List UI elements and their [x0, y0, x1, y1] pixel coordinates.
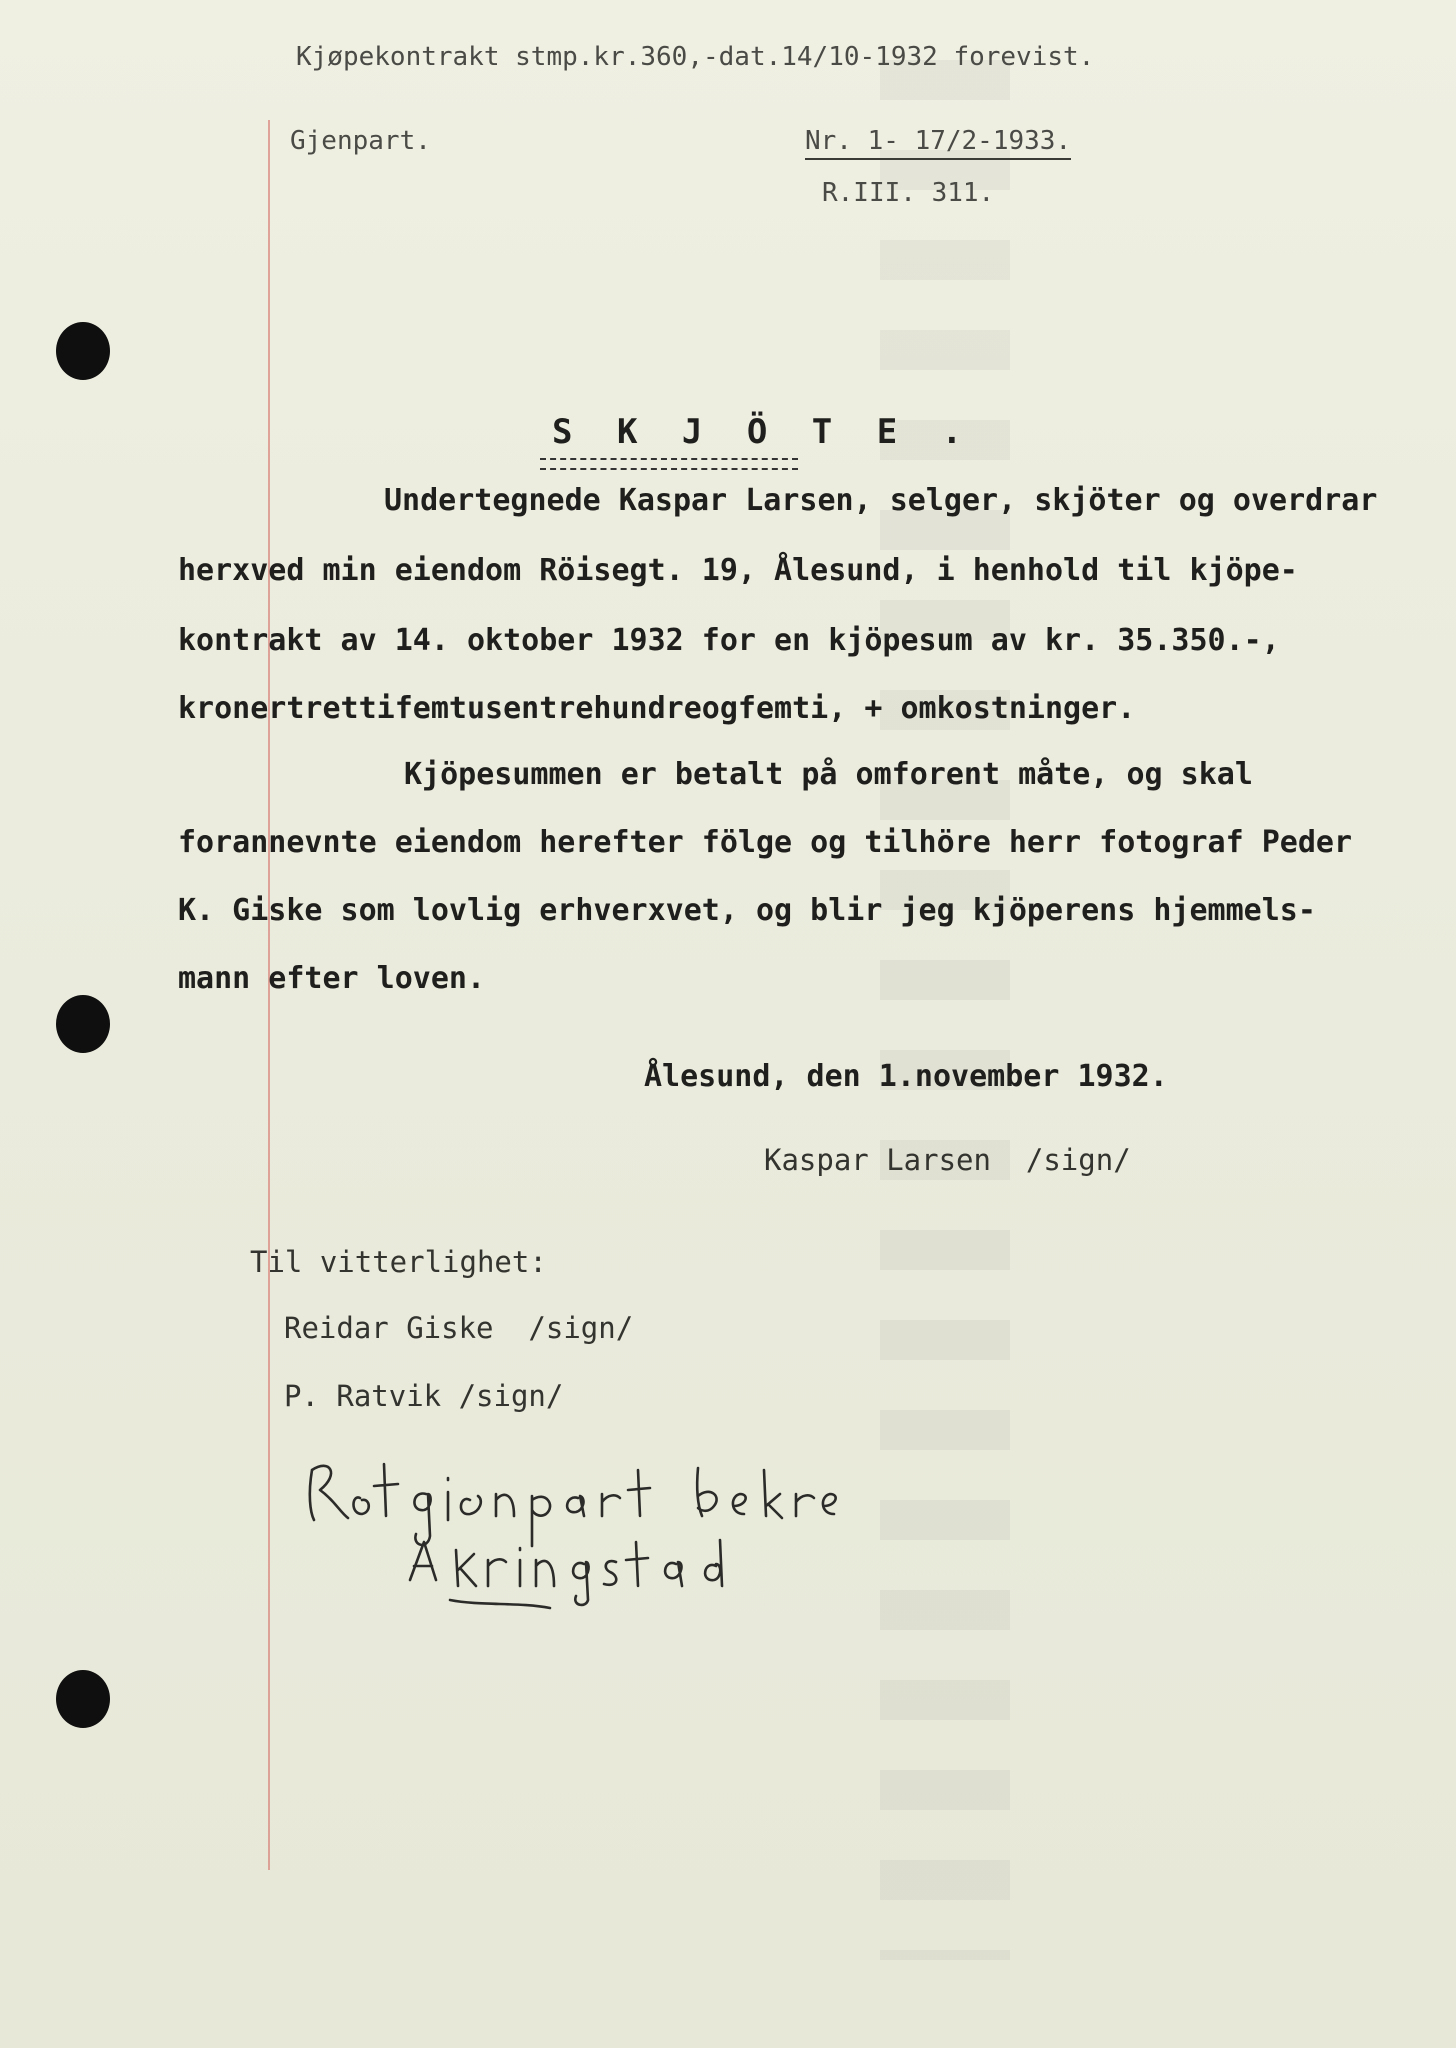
body-line-7: K. Giske som lovlig erhverxvet, og blir jeg kjöperens hjemmels- [178, 893, 1316, 928]
body-line-8: mann efter loven. [178, 961, 486, 996]
stamp-duty-line: Kjøpekontrakt stmp.kr.360,-dat.14/10-1932 forevist. [296, 42, 1095, 72]
handwriting-signature-image [300, 1450, 860, 1610]
body-line-1: Undertegnede Kaspar Larsen, selger, skjöter og overdrar [384, 483, 1378, 518]
witness-label: Til vitterlighet: [250, 1245, 547, 1279]
punch-hole-top [56, 322, 110, 380]
seller-signature: Kaspar Larsen /sign/ [764, 1143, 1131, 1177]
body-line-2: herxved min eiendom Röisegt. 19, Ålesund, i henhold til kjöpe- [178, 553, 1298, 588]
witness-2: P. Ratvik /sign/ [284, 1379, 564, 1413]
bleed-through-watermark [880, 60, 1010, 1960]
witness-1: Reidar Giske /sign/ [284, 1311, 634, 1345]
body-line-4: kronertrettifemtusentrehundreogfemti, + omkostninger. [178, 691, 1136, 726]
body-line-3: kontrakt av 14. oktober 1932 for en kjöpesum av kr. 35.350.-, [178, 623, 1280, 658]
punch-hole-middle [56, 995, 110, 1053]
body-line-5: Kjöpesummen er betalt på omforent måte, og skal [404, 757, 1253, 792]
punch-hole-bottom [56, 1670, 110, 1728]
register-reference: R.III. 311. [822, 178, 995, 208]
document-title: S K J Ö T E . [552, 412, 975, 452]
record-number: Nr. 1- 17/2-1933. [805, 128, 1071, 160]
title-double-underline [540, 458, 798, 470]
copy-label: Gjenpart. [290, 126, 431, 156]
body-line-6: forannevnte eiendom herefter fölge og tilhöre herr fotograf Peder [178, 825, 1352, 860]
place-and-date: Ålesund, den 1.november 1932. [644, 1059, 1168, 1094]
